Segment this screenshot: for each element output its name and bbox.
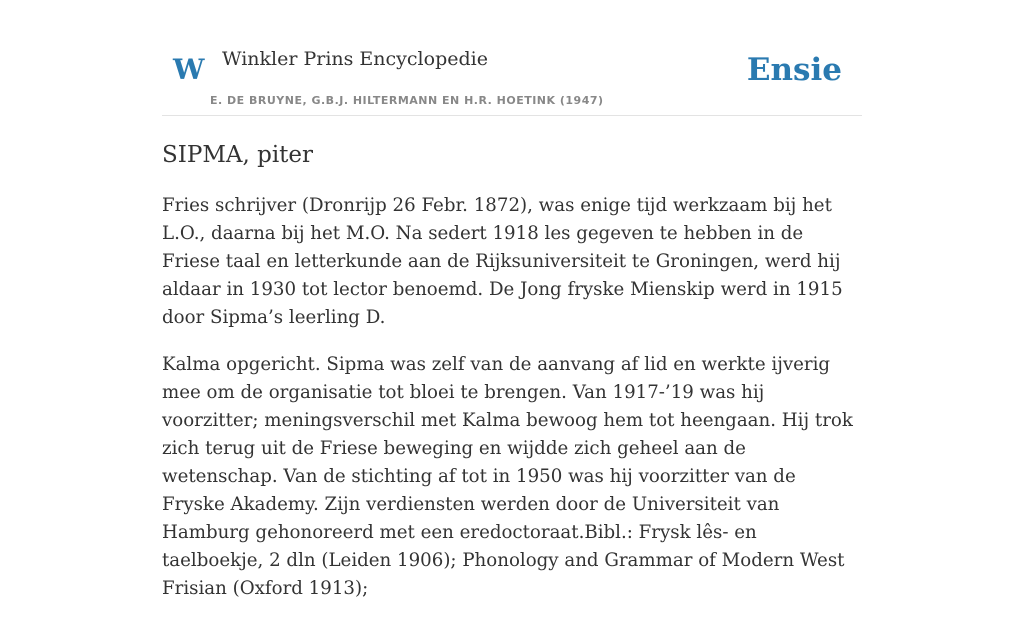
header xyxy=(162,0,862,116)
entry-paragraph: Kalma opgericht. Sipma was zelf van de aanvang af lid en werkte ijverig mee om de organisatie tot bloei te brengen. Van 1917-’19 was hij voorzitter; meningsverschil met Kalma bewoog hem tot heengaan. Hij trok zich terug uit de Friese beweging en wijdde zich geheel aan de wetenschap. Van de stichting af tot in 1950 was hij voorzitter van de Fryske Akademy. Zijn verdiensten werden door de Universiteit van Hamburg gehonoreerd met een eredoctoraat.Bibl.: Frysk lês- en taelboekje, 2 dln (Leiden 1906); Phonology and Grammar of Modern West Frisian (Oxford 1913); xyxy=(162,354,853,599)
publication-title[interactable]: Winkler Prins Encyclopedie xyxy=(222,48,488,70)
entry-body xyxy=(162,192,862,622)
publication-logo[interactable]: W xyxy=(173,53,205,86)
entry-paragraph: Fries schrijver (Dronrijp 26 Febr. 1872), was enige tijd werkzaam bij het L.O., daarna bij het M.O. Na sedert 1918 les gegeven te hebben in de Friese taal en letterkunde aan de Rijksuniversiteit te Groningen, werd hij aldaar in 1930 tot lector benoemd. De Jong fryske Mienskip werd in 1915 door Sipma’s leerling D. xyxy=(162,195,843,328)
publication-authors: E. DE BRUYNE, G.B.J. HILTERMANN EN H.R. HOETINK (1947) xyxy=(210,94,604,107)
entry-title: SIPMA, piter xyxy=(162,142,314,168)
ensie-logo-link[interactable]: Ensie xyxy=(746,52,842,88)
